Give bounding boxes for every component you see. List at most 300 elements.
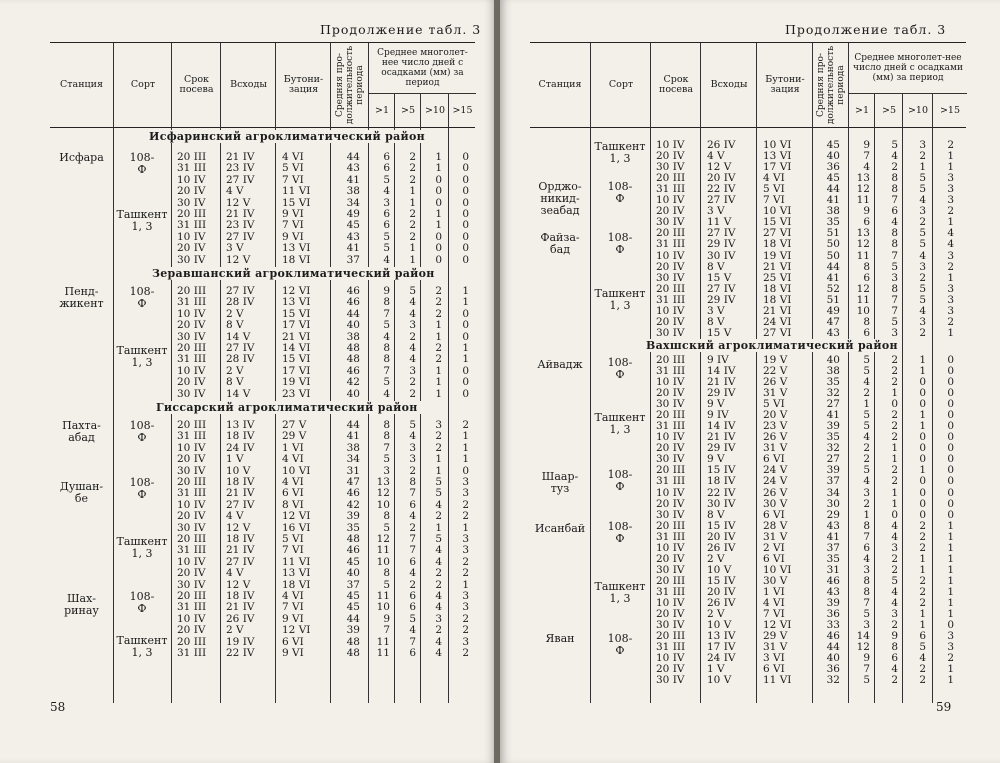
table-row — [530, 476, 966, 488]
cell-days-gt1: 11 — [856, 249, 870, 262]
cell-days-gt15: 1 — [947, 552, 954, 565]
table-header — [530, 42, 966, 128]
cell-emergence-date: 13 IV — [226, 419, 255, 431]
table-row — [530, 284, 966, 296]
cell-budding-date: 11 VI — [282, 555, 311, 568]
cell-emergence-date: 1 V — [226, 453, 244, 466]
cell-days-gt10: 0 — [919, 508, 926, 521]
cell-days-gt10: 4 — [435, 635, 442, 648]
cell-days-gt10: 2 — [919, 530, 926, 543]
table-row — [530, 421, 966, 433]
cell-days-gt10: 0 — [919, 475, 926, 488]
header-sowing: Срок посева — [171, 43, 221, 127]
header-th1: >1 — [368, 93, 395, 127]
table-row — [530, 543, 966, 555]
cell-days-gt15: 0 — [947, 387, 954, 400]
cell-days-gt5: 5 — [891, 315, 898, 328]
cell-duration: 51 — [826, 227, 840, 240]
station-name: Орджо- никид- зеабад — [538, 180, 582, 218]
cell-days-gt15: 0 — [462, 173, 469, 186]
cell-sowing-date: 20 III — [177, 208, 207, 220]
cell-days-gt15: 4 — [947, 238, 954, 251]
cell-sowing-date: 20 IV — [656, 387, 685, 400]
cell-days-gt5: 2 — [891, 161, 898, 174]
cell-days-gt5: 3 — [409, 319, 416, 332]
table-row — [530, 399, 966, 411]
cell-days-gt1: 7 — [383, 624, 390, 637]
cell-sowing-date: 20 III — [656, 227, 686, 240]
cell-days-gt1: 7 — [863, 530, 870, 543]
table-row — [530, 454, 966, 466]
cell-duration: 45 — [826, 172, 840, 185]
cell-duration: 48 — [346, 647, 360, 659]
cell-days-gt1: 8 — [383, 430, 390, 443]
cell-budding-date: 13 VI — [282, 567, 311, 580]
cell-emergence-date: 9 IV — [707, 353, 729, 366]
cell-days-gt15: 2 — [462, 498, 469, 511]
cell-days-gt15: 0 — [947, 486, 954, 499]
cell-days-gt10: 4 — [435, 601, 442, 614]
cell-budding-date: 1 VI — [763, 585, 785, 598]
cell-days-gt1: 5 — [383, 521, 390, 534]
cell-days-gt10: 1 — [919, 161, 926, 174]
cell-sowing-date: 20 IV — [656, 497, 685, 510]
table-row — [530, 217, 966, 229]
cell-duration: 43 — [346, 162, 360, 175]
cell-duration: 42 — [346, 376, 360, 389]
table-row — [50, 377, 475, 389]
cell-days-gt1: 12 — [376, 487, 390, 500]
cell-budding-date: 4 VI — [763, 172, 785, 185]
cell-emergence-date: 10 V — [226, 464, 251, 477]
cell-budding-date: 4 VI — [763, 597, 785, 609]
cell-days-gt10: 1 — [919, 608, 926, 621]
cell-days-gt1: 5 — [383, 319, 390, 332]
cell-sowing-date: 30 IV — [177, 196, 206, 209]
right-page — [500, 0, 1000, 763]
cell-emergence-date: 13 IV — [707, 630, 736, 643]
table-row — [530, 239, 966, 251]
cell-duration: 39 — [826, 597, 840, 609]
cell-duration: 31 — [346, 464, 360, 477]
header-emergence: Всходы — [220, 43, 276, 127]
cell-days-gt5: 2 — [409, 151, 416, 163]
cell-sowing-date: 10 IV — [656, 376, 685, 388]
cell-days-gt1: 7 — [383, 364, 390, 377]
table-row — [530, 173, 966, 185]
cell-sowing-date: 31 III — [177, 430, 207, 443]
cell-emergence-date: 23 IV — [226, 219, 255, 232]
cell-days-gt10: 2 — [435, 578, 442, 591]
cell-days-gt15: 0 — [462, 253, 469, 266]
cell-sowing-date: 20 III — [177, 590, 207, 602]
cell-sowing-date: 20 IV — [177, 510, 206, 523]
cell-sowing-date: 30 IV — [177, 253, 206, 266]
cell-days-gt5: 7 — [891, 194, 898, 207]
cell-days-gt1: 7 — [863, 597, 870, 609]
cell-days-gt5: 2 — [891, 376, 898, 388]
cell-days-gt5: 7 — [409, 544, 416, 557]
cell-duration: 40 — [346, 387, 360, 400]
cell-duration: 43 — [826, 585, 840, 598]
table-row — [50, 625, 475, 637]
cell-budding-date: 15 VI — [763, 216, 792, 229]
cell-days-gt10: 1 — [919, 552, 926, 565]
cell-budding-date: 21 VI — [282, 330, 311, 343]
cell-days-gt15: 1 — [947, 541, 954, 554]
cell-days-gt10: 1 — [435, 521, 442, 534]
cell-sowing-date: 20 IV — [177, 185, 206, 198]
cell-duration: 45 — [826, 139, 840, 151]
station-name: Шах- ринау — [64, 592, 99, 617]
cell-days-gt15: 2 — [947, 315, 954, 328]
cell-duration: 42 — [346, 498, 360, 511]
cell-budding-date: 9 VI — [282, 230, 304, 243]
cell-days-gt15: 2 — [462, 624, 469, 637]
variety-name: Ташкент 1, 3 — [594, 140, 646, 165]
cell-sowing-date: 31 III — [177, 601, 207, 614]
cell-days-gt5: 7 — [891, 304, 898, 317]
cell-budding-date: 14 VI — [282, 342, 311, 354]
cell-sowing-date: 20 III — [177, 342, 207, 354]
table-row — [530, 554, 966, 566]
cell-days-gt1: 9 — [863, 652, 870, 665]
cell-emergence-date: 28 IV — [226, 296, 255, 309]
variety-name: Ташкент 1, 3 — [594, 286, 646, 312]
cell-emergence-date: 26 IV — [707, 139, 736, 151]
cell-days-gt15: 0 — [462, 307, 469, 320]
cell-days-gt15: 3 — [947, 282, 954, 295]
cell-days-gt10: 5 — [919, 293, 926, 306]
cell-duration: 33 — [826, 619, 840, 632]
cell-sowing-date: 20 IV — [656, 663, 685, 676]
cell-budding-date: 7 VI — [282, 219, 304, 232]
cell-days-gt5: 6 — [409, 601, 416, 614]
cell-days-gt10: 1 — [919, 364, 926, 377]
cell-days-gt10: 3 — [435, 419, 442, 431]
cell-days-gt5: 6 — [891, 205, 898, 218]
cell-duration: 51 — [826, 293, 840, 306]
cell-budding-date: 6 VI — [763, 508, 785, 521]
cell-emergence-date: 2 V — [707, 552, 725, 565]
cell-days-gt15: 0 — [947, 619, 954, 632]
cell-days-gt10: 1 — [435, 387, 442, 400]
cell-budding-date: 18 VI — [763, 282, 792, 295]
cell-days-gt15: 0 — [947, 475, 954, 488]
cell-duration: 44 — [826, 641, 840, 654]
cell-days-gt10: 2 — [919, 216, 926, 229]
region-title: Гиссарский агроклиматический район — [152, 401, 422, 414]
cell-days-gt5: 1 — [409, 242, 416, 255]
cell-sowing-date: 30 IV — [656, 563, 685, 576]
cell-emergence-date: 3 V — [707, 304, 725, 317]
cell-days-gt5: 3 — [409, 453, 416, 466]
cell-sowing-date: 30 IV — [656, 674, 685, 687]
cell-days-gt10: 1 — [435, 319, 442, 332]
cell-days-gt15: 0 — [462, 319, 469, 332]
cell-days-gt10: 2 — [435, 342, 442, 354]
cell-days-gt5: 6 — [409, 590, 416, 602]
cell-days-gt10: 1 — [435, 453, 442, 466]
cell-duration: 43 — [826, 519, 840, 532]
cell-days-gt1: 8 — [383, 567, 390, 580]
cell-budding-date: 10 VI — [282, 464, 311, 477]
cell-sowing-date: 10 IV — [656, 486, 685, 499]
table-row — [530, 521, 966, 533]
cell-duration: 45 — [346, 219, 360, 232]
cell-days-gt15: 3 — [462, 590, 469, 602]
cell-sowing-date: 20 III — [177, 635, 207, 648]
station-name: Шаар- туз — [541, 470, 579, 496]
cell-emergence-date: 18 IV — [226, 533, 255, 545]
cell-sowing-date: 30 IV — [656, 271, 685, 284]
table-row — [530, 162, 966, 174]
cell-days-gt1: 4 — [863, 475, 870, 488]
cell-days-gt5: 9 — [891, 630, 898, 643]
cell-days-gt15: 2 — [462, 612, 469, 625]
cell-days-gt1: 10 — [856, 304, 870, 317]
cell-days-gt5: 6 — [409, 647, 416, 659]
cell-days-gt1: 1 — [863, 508, 870, 521]
cell-budding-date: 5 VI — [282, 162, 304, 175]
cell-days-gt10: 5 — [435, 476, 442, 488]
table-row — [530, 355, 966, 367]
cell-days-gt5: 5 — [891, 574, 898, 587]
cell-days-gt10: 0 — [435, 185, 442, 198]
cell-budding-date: 21 VI — [763, 304, 792, 317]
cell-duration: 41 — [826, 409, 840, 422]
cell-days-gt5: 5 — [409, 612, 416, 625]
cell-sowing-date: 20 III — [656, 574, 686, 587]
cell-budding-date: 7 VI — [282, 544, 304, 557]
cell-budding-date: 17 VI — [763, 161, 792, 174]
cell-days-gt10: 1 — [919, 420, 926, 433]
cell-days-gt5: 1 — [891, 497, 898, 510]
cell-days-gt1: 12 — [856, 641, 870, 654]
cell-emergence-date: 22 IV — [707, 183, 736, 196]
cell-sowing-date: 30 IV — [177, 521, 206, 534]
cell-budding-date: 23 V — [763, 420, 788, 433]
cell-duration: 41 — [346, 242, 360, 255]
cell-days-gt5: 4 — [891, 597, 898, 609]
cell-budding-date: 31 V — [763, 530, 788, 543]
cell-sowing-date: 30 IV — [177, 578, 206, 591]
cell-days-gt1: 13 — [856, 227, 870, 240]
cell-days-gt1: 7 — [383, 307, 390, 320]
cell-days-gt1: 3 — [863, 486, 870, 499]
station-name: Яван — [545, 632, 575, 646]
cell-days-gt15: 1 — [462, 453, 469, 466]
cell-duration: 46 — [826, 574, 840, 587]
cell-emergence-date: 18 IV — [226, 590, 255, 602]
cell-days-gt5: 2 — [891, 409, 898, 422]
cell-duration: 44 — [346, 419, 360, 431]
cell-budding-date: 27 VI — [763, 326, 792, 339]
cell-days-gt5: 2 — [891, 674, 898, 687]
cell-days-gt1: 9 — [383, 285, 390, 297]
cell-emergence-date: 2 V — [226, 624, 244, 637]
cell-days-gt10: 2 — [435, 296, 442, 309]
cell-days-gt15: 3 — [462, 544, 469, 557]
table-row — [530, 410, 966, 422]
cell-sowing-date: 30 IV — [656, 398, 685, 411]
cell-budding-date: 7 VI — [282, 173, 304, 186]
cell-days-gt5: 8 — [891, 282, 898, 295]
cell-emergence-date: 21 IV — [226, 487, 255, 500]
cell-budding-date: 6 VI — [282, 635, 304, 648]
cell-days-gt10: 5 — [919, 238, 926, 251]
cell-days-gt1: 3 — [383, 464, 390, 477]
cell-days-gt10: 2 — [919, 541, 926, 554]
variety-name: Ташкент 1, 3 — [594, 411, 646, 437]
cell-days-gt5: 1 — [891, 486, 898, 499]
region-title: Зеравшанский агроклиматический район — [148, 267, 439, 280]
cell-budding-date: 10 VI — [763, 205, 792, 218]
cell-emergence-date: 1 V — [707, 663, 725, 676]
table-row — [530, 151, 966, 163]
cell-sowing-date: 10 IV — [656, 304, 685, 317]
cell-budding-date: 27 V — [282, 419, 307, 431]
cell-budding-date: 4 VI — [282, 590, 304, 602]
cell-days-gt15: 2 — [947, 205, 954, 218]
cell-budding-date: 31 V — [763, 387, 788, 400]
table-row — [530, 642, 966, 654]
cell-days-gt10: 4 — [435, 555, 442, 568]
cell-sowing-date: 10 IV — [177, 307, 206, 320]
cell-duration: 45 — [346, 590, 360, 602]
cell-days-gt15: 1 — [947, 519, 954, 532]
cell-days-gt15: 0 — [947, 497, 954, 510]
cell-days-gt5: 2 — [891, 364, 898, 377]
cell-duration: 48 — [346, 533, 360, 545]
cell-duration: 48 — [346, 635, 360, 648]
cell-days-gt15: 0 — [947, 409, 954, 422]
cell-days-gt10: 5 — [435, 533, 442, 545]
cell-days-gt10: 1 — [435, 464, 442, 477]
cell-days-gt5: 4 — [409, 353, 416, 366]
cell-duration: 39 — [826, 420, 840, 433]
cell-emergence-date: 21 IV — [226, 208, 255, 220]
cell-days-gt5: 2 — [891, 353, 898, 366]
cell-days-gt5: 2 — [409, 578, 416, 591]
cell-days-gt10: 2 — [919, 574, 926, 587]
variety-name: 108- Ф — [607, 231, 633, 257]
cell-budding-date: 7 VI — [763, 194, 785, 207]
cell-emergence-date: 21 IV — [226, 601, 255, 614]
cell-days-gt10: 0 — [919, 453, 926, 466]
variety-name: Ташкент 1, 3 — [116, 535, 168, 560]
table-row — [530, 510, 966, 522]
cell-days-gt1: 2 — [863, 442, 870, 455]
cell-days-gt5: 2 — [409, 521, 416, 534]
cell-days-gt5: 6 — [409, 498, 416, 511]
cell-days-gt10: 0 — [435, 253, 442, 266]
cell-sowing-date: 20 IV — [656, 150, 685, 163]
cell-days-gt15: 3 — [947, 172, 954, 185]
cell-days-gt5: 8 — [891, 238, 898, 251]
cell-duration: 37 — [826, 475, 840, 488]
cell-days-gt15: 0 — [947, 442, 954, 455]
cell-emergence-date: 27 IV — [707, 227, 736, 240]
cell-emergence-date: 3 V — [226, 242, 244, 255]
cell-emergence-date: 22 IV — [226, 647, 255, 659]
cell-days-gt15: 0 — [462, 230, 469, 243]
cell-days-gt15: 1 — [947, 563, 954, 576]
variety-name: 108- Ф — [129, 419, 155, 444]
cell-emergence-date: 18 IV — [226, 430, 255, 443]
cell-days-gt5: 1 — [891, 387, 898, 400]
cell-emergence-date: 12 V — [226, 521, 251, 534]
table-row — [50, 511, 475, 523]
cell-emergence-date: 4 V — [226, 567, 244, 580]
cell-days-gt5: 7 — [891, 293, 898, 306]
cell-days-gt15: 1 — [947, 663, 954, 676]
cell-budding-date: 5 VI — [763, 183, 785, 196]
cell-emergence-date: 18 IV — [707, 475, 736, 488]
table-row — [530, 653, 966, 665]
header-duration — [330, 43, 369, 127]
cell-sowing-date: 20 III — [656, 282, 686, 295]
cell-days-gt1: 8 — [863, 585, 870, 598]
cell-days-gt1: 9 — [383, 612, 390, 625]
cell-days-gt15: 0 — [947, 376, 954, 388]
variety-name: 108- Ф — [607, 519, 633, 545]
cell-duration: 34 — [826, 486, 840, 499]
cell-days-gt1: 13 — [376, 476, 390, 488]
cell-sowing-date: 31 III — [656, 641, 686, 654]
table-row — [530, 295, 966, 307]
cell-sowing-date: 10 IV — [656, 249, 685, 262]
cell-budding-date: 8 VI — [282, 498, 304, 511]
cell-days-gt1: 8 — [383, 419, 390, 431]
cell-days-gt5: 2 — [891, 420, 898, 433]
cell-days-gt1: 5 — [863, 420, 870, 433]
cell-emergence-date: 8 V — [226, 376, 244, 389]
cell-days-gt5: 5 — [891, 260, 898, 273]
header-duration — [812, 43, 849, 127]
cell-days-gt5: 5 — [409, 285, 416, 297]
cell-emergence-date: 15 IV — [707, 574, 736, 587]
cell-days-gt5: 1 — [891, 442, 898, 455]
cell-sowing-date: 30 IV — [177, 387, 206, 400]
cell-days-gt5: 1 — [409, 185, 416, 198]
cell-days-gt10: 4 — [435, 590, 442, 602]
table-row — [530, 532, 966, 544]
cell-emergence-date: 21 IV — [707, 431, 736, 444]
cell-budding-date: 4 VI — [282, 453, 304, 466]
cell-emergence-date: 27 IV — [226, 498, 255, 511]
cell-days-gt5: 2 — [409, 173, 416, 186]
cell-days-gt10: 2 — [919, 663, 926, 676]
running-head: Продолжение табл. 3 — [320, 22, 482, 37]
cell-days-gt5: 8 — [409, 476, 416, 488]
cell-days-gt15: 3 — [462, 601, 469, 614]
cell-budding-date: 6 VI — [282, 487, 304, 500]
cell-days-gt1: 5 — [383, 376, 390, 389]
cell-days-gt1: 10 — [376, 555, 390, 568]
cell-budding-date: 26 V — [763, 486, 788, 499]
cell-duration: 32 — [826, 387, 840, 400]
cell-emergence-date: 27 IV — [226, 555, 255, 568]
cell-emergence-date: 27 IV — [226, 342, 255, 354]
variety-name: Ташкент 1, 3 — [594, 579, 646, 605]
cell-days-gt5: 4 — [409, 430, 416, 443]
cell-days-gt1: 4 — [863, 376, 870, 388]
cell-budding-date: 7 VI — [282, 601, 304, 614]
cell-duration: 46 — [346, 296, 360, 309]
cell-emergence-date: 29 IV — [707, 238, 736, 251]
variety-name: 108- Ф — [129, 476, 155, 501]
